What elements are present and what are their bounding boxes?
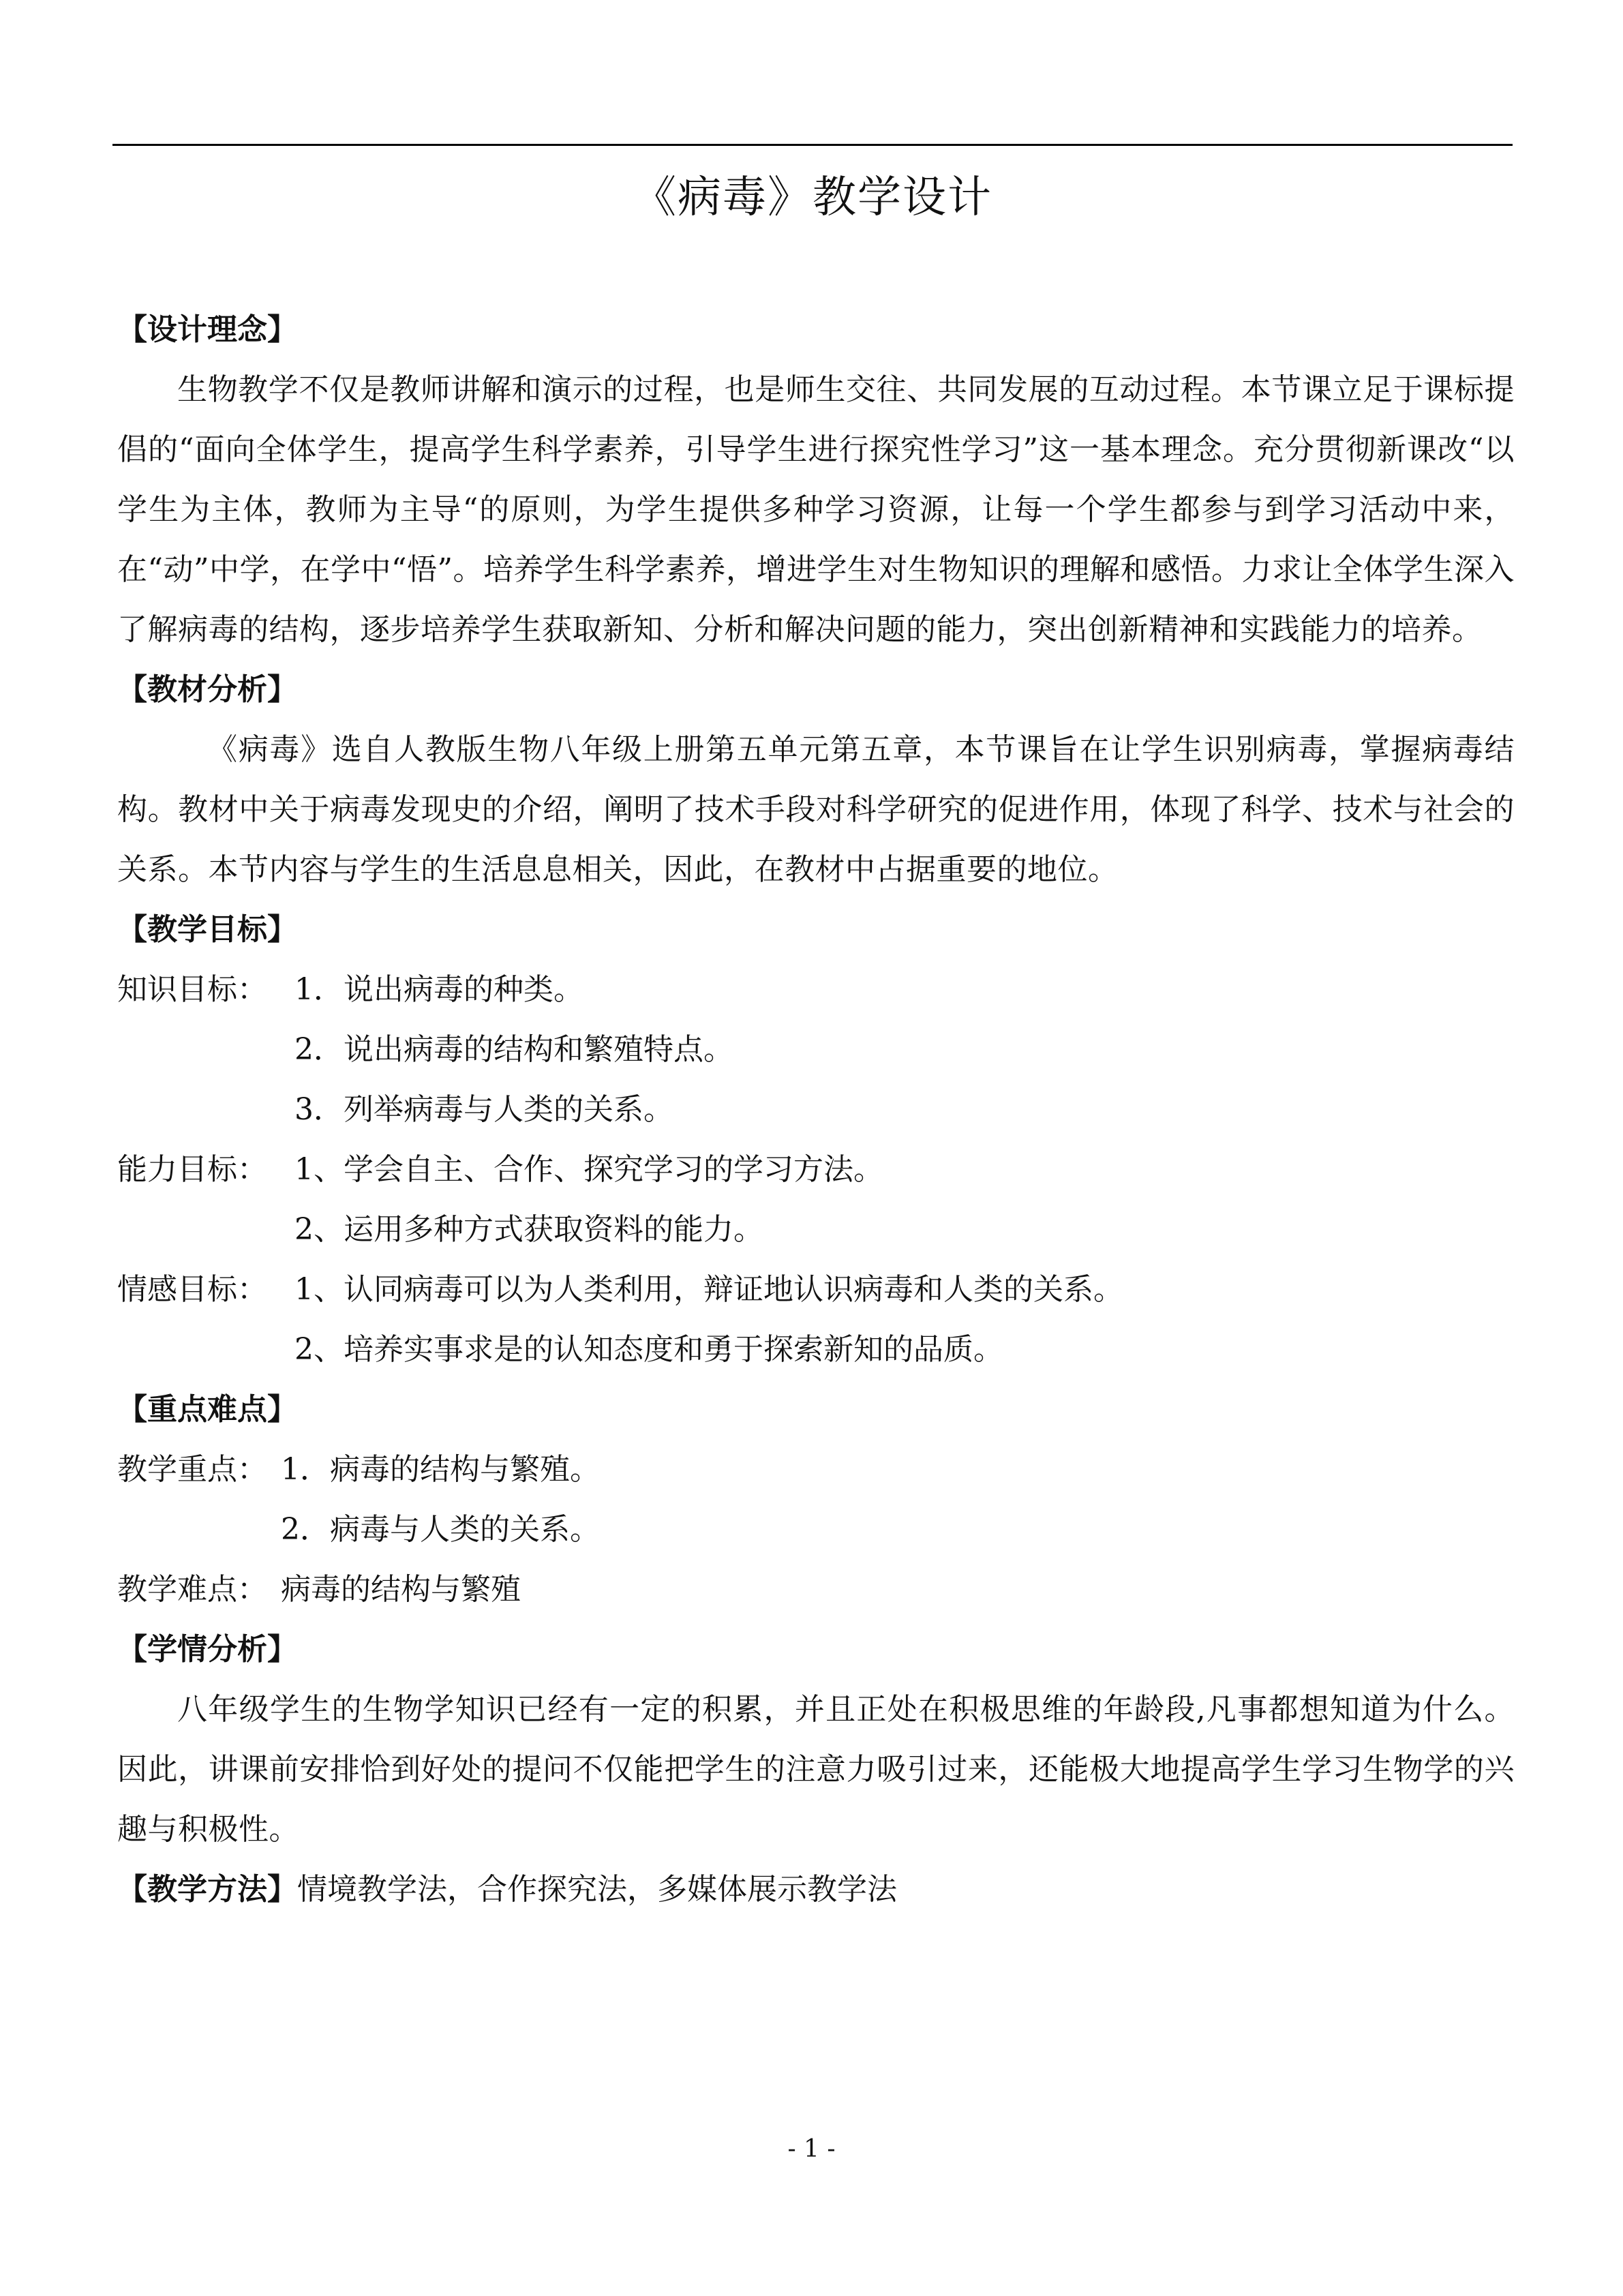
learner-analysis-paragraph: 八年级学生的生物学知识已经有一定的积累，并且正处在积极思维的年龄段,凡事都想知道为什么。因此，讲课前安排恰到好处的提问不仅能把学生的注意力吸引过来，还能极大地提高学生学习生物学的兴趣与积极性。 <box>117 1692 1515 1847</box>
header-rule <box>112 144 1513 146</box>
design-concept-paragraph: 生物教学不仅是教师讲解和演示的过程，也是师生交往、共同发展的互动过程。本节课立足于课标提倡的“面向全体学生，提高学生科学素养，引导学生进行探究性学习”这一基本理念。充分贯彻新课改“以学生为主体，教师为主导“的原则，为学生提供多种学习资源，让每一个学生都参与到学习活动中来，在“动”中学，在学中“悟”。培养学生科学素养，增进学生对生物知识的理解和感悟。力求让全体学生深入了解病毒的结构，逐步培养学生获取新知、分析和解决问题的能力，突出创新精神和实践能力的培养。 <box>117 372 1515 647</box>
difficulty-text: 病毒的结构与繁殖 <box>281 1572 521 1607</box>
section-heading-material-analysis: 【教材分析】 <box>117 672 297 707</box>
knowledge-goal-item: 2．说出病毒的结构和繁殖特点。 <box>294 1032 733 1067</box>
section-heading-teaching-goals: 【教学目标】 <box>117 912 297 947</box>
emotion-goal-item: 2、培养实事求是的认知态度和勇于探索新知的品质。 <box>294 1332 1003 1367</box>
difficulty-row <box>117 1560 1515 1620</box>
section-heading-key-difficult: 【重点难点】 <box>117 1392 297 1427</box>
teaching-methods-text: 情境教学法，合作探究法，多媒体展示教学法 <box>297 1872 897 1907</box>
section-heading-learner-analysis: 【学情分析】 <box>117 1632 297 1667</box>
emotion-goal-row-1 <box>117 1260 1515 1320</box>
focus-item: 2．病毒与人类的关系。 <box>281 1512 600 1547</box>
material-analysis-paragraph: 《病毒》选自人教版生物八年级上册第五单元第五章，本节课旨在让学生识别病毒，掌握病毒结构。教材中关于病毒发现史的介绍，阐明了技术手段对科学研究的促进作用，体现了科学、技术与社会的关系。本节内容与学生的生活息息相关，因此，在教材中占据重要的地位。 <box>117 732 1515 887</box>
ability-goal-item: 2、运用多种方式获取资料的能力。 <box>294 1212 763 1247</box>
ability-goal-item: 1、学会自主、合作、探究学习的学习方法。 <box>294 1152 883 1187</box>
emotion-goal-label: 情感目标： <box>117 1272 267 1307</box>
page-number: - 1 - <box>787 2135 836 2163</box>
document-body <box>117 300 1515 1920</box>
document-title: 《病毒》教学设计 <box>633 172 992 223</box>
knowledge-goal-label: 知识目标： <box>117 972 267 1007</box>
ability-goal-label: 能力目标： <box>117 1152 267 1187</box>
emotion-goal-item: 1、认同病毒可以为人类利用，辩证地认识病毒和人类的关系。 <box>294 1272 1123 1307</box>
knowledge-goal-row-3 <box>117 1080 1515 1140</box>
teaching-methods-row <box>117 1860 1515 1920</box>
knowledge-goal-item: 1．说出病毒的种类。 <box>294 972 583 1007</box>
section-heading-design-concept: 【设计理念】 <box>117 312 297 347</box>
focus-item: 1．病毒的结构与繁殖。 <box>281 1452 600 1487</box>
knowledge-goal-row-2 <box>117 1020 1515 1080</box>
emotion-goal-row-2 <box>117 1320 1515 1380</box>
difficulty-label: 教学难点： <box>117 1572 267 1607</box>
knowledge-goal-row-1 <box>117 960 1515 1020</box>
focus-row-2 <box>117 1500 1515 1560</box>
focus-row-1 <box>117 1440 1515 1500</box>
ability-goal-row-1 <box>117 1140 1515 1200</box>
ability-goal-row-2 <box>117 1200 1515 1260</box>
knowledge-goal-item: 3．列举病毒与人类的关系。 <box>294 1092 673 1127</box>
focus-label: 教学重点： <box>117 1452 267 1487</box>
section-heading-teaching-methods: 【教学方法】 <box>117 1872 297 1907</box>
